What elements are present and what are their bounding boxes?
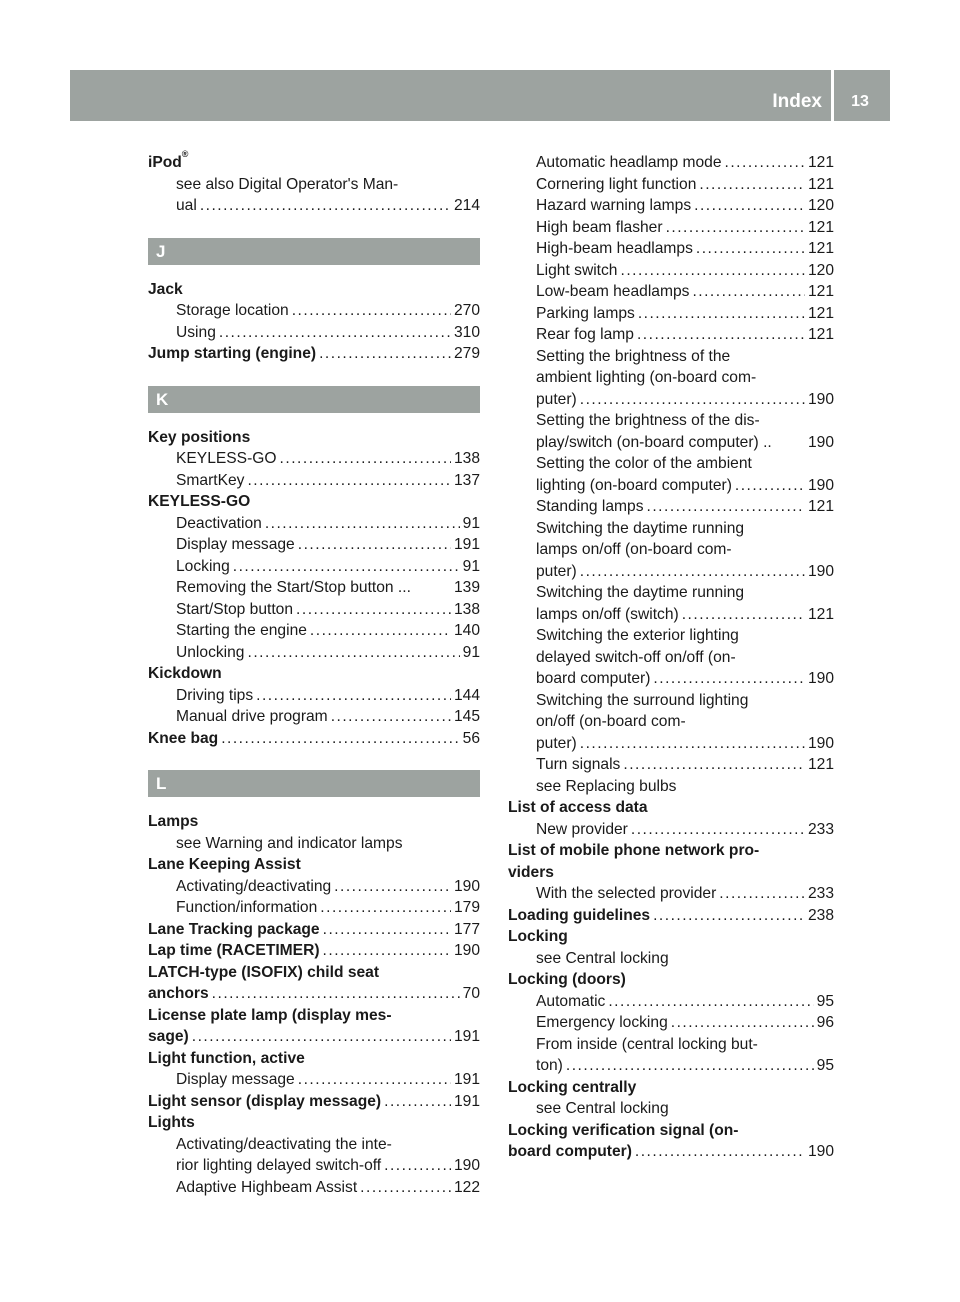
index-subentry: Setting the color of the ambient — [536, 455, 752, 472]
index-subentry: From inside (central locking but- — [536, 1035, 758, 1053]
index-subentry: Driving tips ..... 144 — [148, 685, 480, 707]
index-subentry: see also Digital Operator's Man- — [176, 175, 399, 193]
index-entry: Lane Tracking package ..... 177 — [148, 919, 480, 941]
index-subentry: Switching the daytime running — [536, 584, 745, 601]
index-subentry: Adaptive Highbeam Assist ..... 122 — [148, 1177, 480, 1199]
index-subentry: ton) ..... 95 — [508, 1055, 834, 1077]
index-entry: Locking — [508, 928, 568, 945]
index-entry: Locking verification signal (on- — [508, 1121, 739, 1139]
index-subentry: Parking lamps ..... 121 — [508, 303, 834, 325]
index-subentry: New provider ..... 233 — [508, 819, 834, 841]
index-subentry: Activating/deactivating ..... 190 — [148, 876, 480, 898]
index-subentry: rior lighting delayed switch-off ..... 190 — [148, 1155, 480, 1177]
index-subentry: puter) ..... 190 — [508, 733, 834, 755]
index-subentry: Cornering light function ..... 121 — [508, 174, 834, 196]
index-subentry: Function/information ..... 179 — [148, 897, 480, 919]
header-title: Index — [772, 91, 822, 112]
index-subentry: delayed switch-off on/off (on- — [536, 648, 736, 666]
index-subentry: Display message ..... 191 — [148, 534, 480, 556]
index-entry: Kickdown — [148, 665, 222, 682]
index-entry: Locking centrally — [508, 1078, 637, 1096]
index-subentry: Low-beam headlamps ..... 121 — [508, 281, 834, 303]
index-subentry: With the selected provider ..... 233 — [508, 883, 834, 905]
index-subentry: ambient lighting (on-board com- — [536, 369, 757, 386]
index-subentry: Start/Stop button ..... 138 — [148, 599, 480, 621]
index-subentry: Automatic ..... 95 — [508, 991, 834, 1013]
index-entry: KEYLESS-GO — [148, 493, 251, 510]
index-subentry: see Warning and indicator lamps — [176, 834, 403, 852]
index-subentry: SmartKey ..... 137 — [148, 470, 480, 492]
index-entry: sage) ..... 191 — [148, 1026, 480, 1048]
index-subentry: on/off (on-board com- — [536, 713, 686, 730]
index-subentry: puter) ..... 190 — [508, 561, 834, 583]
index-entry: Lights — [148, 1114, 195, 1131]
index-subentry: High-beam headlamps ..... 121 — [508, 238, 834, 260]
index-subentry: KEYLESS-GO ..... 138 — [148, 448, 480, 470]
index-subentry: Locking ..... 91 — [148, 556, 480, 578]
index-subentry: Rear fog lamp ..... 121 — [508, 324, 834, 346]
index-entry: License plate lamp (display mes- — [148, 1006, 392, 1024]
index-subentry: puter) ..... 190 — [508, 389, 834, 411]
index-subentry: Light switch ..... 120 — [508, 260, 834, 282]
index-entry: Key positions — [148, 428, 251, 446]
index-subentry: Deactivation ..... 91 — [148, 513, 480, 535]
section-letter-j: J — [148, 238, 480, 265]
index-entry: Lap time (RACETIMER) ..... 190 — [148, 940, 480, 962]
index-entry: viders — [508, 863, 554, 881]
index-subentry: Switching the exterior lighting — [536, 627, 739, 644]
index-subentry: lighting (on-board computer) ..... 190 — [508, 475, 834, 497]
index-subentry: see Central locking — [536, 1100, 669, 1117]
index-entry: Lamps — [148, 813, 199, 830]
index-entry: Knee bag ..... 56 — [148, 728, 480, 750]
index-subentry: Setting the brightness of the dis- — [536, 412, 760, 429]
index-subentry: High beam flasher ..... 121 — [508, 217, 834, 239]
index-subentry: Turn signals ..... 121 — [508, 754, 834, 776]
index-subentry: board computer) ..... 190 — [508, 668, 834, 690]
header-separator — [831, 70, 834, 121]
index-entry: Loading guidelines ..... 238 — [508, 905, 834, 927]
section-letter-l: L — [148, 770, 480, 797]
index-subentry: Unlocking ..... 91 — [148, 642, 480, 664]
index-column-right — [508, 152, 834, 1163]
index-subentry: Switching the daytime running — [536, 519, 745, 537]
index-entry: Locking (doors) — [508, 971, 626, 988]
index-subentry: play/switch (on-board computer) .. 190 — [536, 433, 834, 451]
index-entry: board computer) ..... 190 — [508, 1141, 834, 1163]
header-page-number: 13 — [851, 93, 869, 110]
index-subentry: lamps on/off (switch) ..... 121 — [508, 604, 834, 626]
index-subentry: Removing the Start/Stop button ... 139 — [176, 579, 480, 596]
index-entry: Light function, active — [148, 1049, 305, 1067]
index-subentry: see Central locking — [536, 949, 669, 967]
index-subentry: Setting the brightness of the — [536, 347, 731, 365]
registered-mark: ® — [181, 149, 189, 159]
index-entry: anchors ..... 70 — [148, 983, 480, 1005]
index-subentry: Display message ..... 191 — [148, 1069, 480, 1091]
index-subentry: see Replacing bulbs — [536, 777, 677, 795]
index-entry: List of mobile phone network pro- — [508, 842, 760, 859]
index-entry: Jack — [148, 280, 183, 298]
index-subentry: Activating/deactivating the inte- — [176, 1135, 392, 1153]
index-subentry: ual ..... 214 — [148, 195, 480, 217]
index-subentry: Storage location ..... 270 — [148, 300, 480, 322]
index-subentry: Hazard warning lamps ..... 120 — [508, 195, 834, 217]
index-entry: iPod® — [148, 149, 189, 171]
index-entry: List of access data — [508, 799, 648, 816]
index-subentry: Manual drive program ..... 145 — [148, 706, 480, 728]
section-letter-k: K — [148, 386, 480, 413]
index-subentry: Switching the surround lighting — [536, 691, 749, 709]
index-entry: LATCH-type (ISOFIX) child seat — [148, 963, 380, 981]
index-subentry: Automatic headlamp mode ..... 121 — [508, 152, 834, 174]
index-entry: Lane Keeping Assist — [148, 856, 301, 873]
index-subentry: Starting the engine ..... 140 — [148, 620, 480, 642]
index-column-left — [148, 149, 480, 1198]
index-subentry: Using ..... 310 — [148, 322, 480, 344]
index-entry: Jump starting (engine) ..... 279 — [148, 343, 480, 365]
index-subentry: Standing lamps ..... 121 — [508, 496, 834, 518]
index-subentry: Emergency locking ..... 96 — [508, 1012, 834, 1034]
index-subentry: lamps on/off (on-board com- — [536, 541, 732, 558]
index-entry: Light sensor (display message) ..... 191 — [148, 1091, 480, 1113]
